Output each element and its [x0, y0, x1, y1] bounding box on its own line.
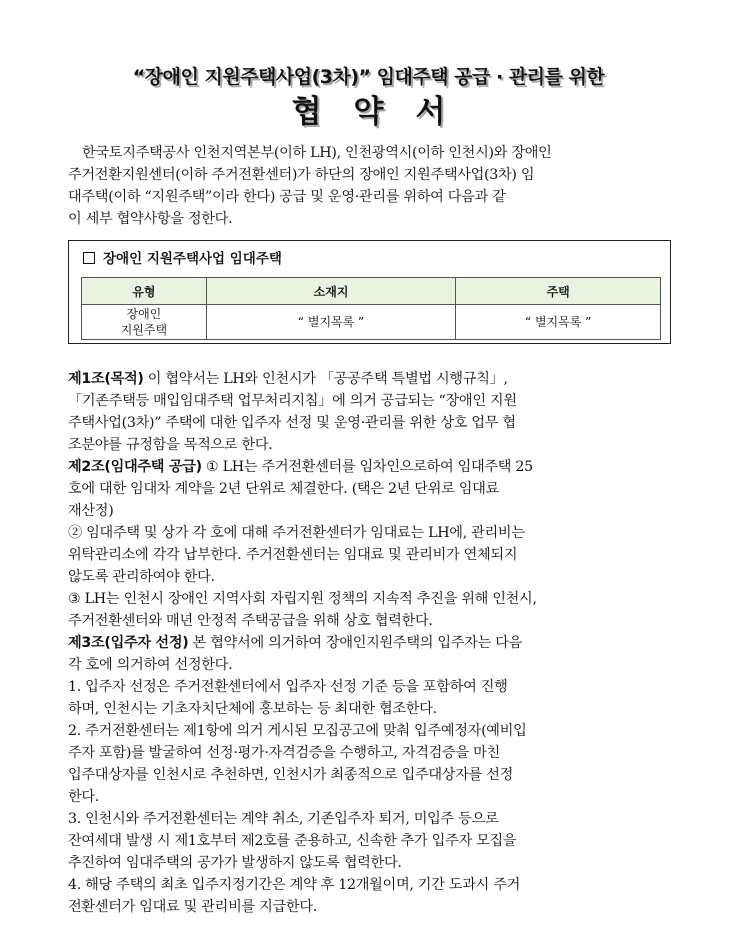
article-3-item-line: 입주대상자를 인천시로 추천하면, 인천시가 최종적으로 입주대상자를 선정	[68, 767, 514, 783]
housing-box-title	[83, 247, 282, 267]
table-cell-type: 장애인 지원주택	[82, 305, 207, 340]
article-1-line: 「기존주택등 매입임대주택 업무처리지침」에 의거 공급되는 “장애인 지원	[68, 393, 517, 409]
article-2-line: ① LH는 주거전환센터를 임차인으로하여 임대주택 25	[201, 459, 533, 475]
article-2-line: 재산정)	[68, 503, 114, 519]
table-row	[82, 305, 661, 340]
housing-box-title-text: 장애인 지원주택사업 임대주택	[103, 251, 282, 267]
article-1-line: 조분야를 규정함을 목적으로 한다.	[68, 437, 273, 453]
intro-line: 한국토지주택공사 인천지역본부(이하 LH), 인천광역시(이하 인천시)와 장애인	[82, 145, 552, 161]
intro-paragraph	[68, 142, 674, 230]
table-cell-housing: “ 별지목록 ”	[456, 305, 661, 340]
intro-line: 대주택(이하 “지원주택”이라 한다) 공급 및 운영·관리를 위하여 다음과 같	[68, 189, 506, 205]
article-1	[68, 368, 674, 456]
article-3-item-line: 하며, 인천시는 기초자치단체에 홍보하는 등 최대한 협조한다.	[68, 701, 437, 717]
intro-line: 이 세부 협약사항을 정한다.	[68, 211, 233, 227]
article-1-heading: 제1조(목적)	[68, 371, 144, 387]
intro-line: 주거전환지원센터(이하 주거전환센터)가 하단의 장애인 지원주택사업(3차) 임	[68, 167, 535, 183]
article-1-line: 주택사업(3차)” 주택에 대한 입주자 선정 및 운영·관리를 위한 상호 업무 협	[68, 415, 516, 431]
document-title-agreement: 협약서	[291, 94, 478, 130]
article-3-line: 각 호에 의거하여 선정한다.	[68, 657, 233, 673]
article-2-item-line: 위탁관리소에 각각 납부한다. 주거전환센터는 임대료 및 관리비가 연체되지	[68, 547, 518, 563]
table-header-location: 소재지	[206, 278, 456, 305]
article-3-item-line: 2. 주거전환센터는 제1항에 의거 게시된 모집공고에 맞춰 입주예정자(예비입	[68, 723, 527, 739]
article-2	[68, 456, 674, 632]
article-2-item	[68, 588, 674, 632]
article-3	[68, 632, 674, 918]
article-3-item-line: 잔여세대 발생 시 제1호부터 제2호를 준용하고, 신속한 추가 입주자 모집을	[68, 833, 517, 849]
article-3-item-line: 1. 입주자 선정은 주거전환센터에서 입주자 선정 기준 등을 포함하여 진행	[68, 679, 508, 695]
checkbox-square-icon	[83, 252, 95, 264]
articles-body	[68, 368, 674, 918]
article-3-item-line: 3. 인천시와 주거전환센터는 계약 취소, 기존입주자 퇴거, 미입주 등으로	[68, 811, 499, 827]
article-3-item-line: 4. 해당 주택의 최초 입주지정기간은 계약 후 12개월이며, 기간 도과시 주거	[68, 877, 521, 893]
article-2-line: 호에 대한 임대차 계약을 2년 단위로 체결한다. (택은 2년 단위로 임대료	[68, 481, 499, 497]
article-2-item-line: ③ LH는 인천시 장애인 지역사회 자립지원 정책의 지속적 추진을 위해 인천시,	[68, 591, 537, 607]
article-3-line: 본 협약서에 의거하여 장애인지원주택의 입주자는 다음	[188, 635, 523, 651]
housing-info-box	[68, 240, 671, 344]
article-3-item	[68, 808, 674, 874]
table-header-type: 유형	[82, 278, 207, 305]
article-2-heading: 제2조(임대주택 공급)	[68, 459, 202, 475]
article-1-line: 이 협약서는 LH와 인천시가 「공공주택 특별법 시행규칙」,	[143, 371, 508, 387]
article-3-item	[68, 676, 674, 720]
article-3-item-line: 주자 포함)를 발굴하여 선정·평가·자격검증을 수행하고, 자격검증을 마친	[68, 745, 500, 761]
article-2-item-line: 않도록 관리하여야 한다.	[68, 569, 215, 585]
article-3-heading: 제3조(입주자 선정)	[68, 635, 189, 651]
article-3-item-line: 한다.	[68, 789, 100, 805]
article-3-item	[68, 720, 674, 808]
article-2-item	[68, 522, 674, 588]
article-2-item-line: ② 임대주택 및 상가 각 호에 대해 주거전환센터가 임대료는 LH에, 관리비는	[68, 525, 525, 541]
table-header-housing: 주택	[456, 278, 661, 305]
document-title: “장애인 지원주택사업(3차)” 임대주택 공급 · 관리를 위한	[132, 66, 605, 88]
table-cell-location: “ 별지목록 ”	[206, 305, 456, 340]
article-2-item-line: 주거전환센터와 매년 안정적 주택공급을 위해 상호 협력한다.	[68, 613, 433, 629]
article-3-item	[68, 874, 674, 918]
article-3-item-line: 추진하여 임대주택의 공가가 발생하지 않도록 협력한다.	[68, 855, 402, 871]
article-3-item-line: 전환센터가 임대료 및 관리비를 지급한다.	[68, 899, 317, 915]
housing-table	[81, 277, 661, 340]
